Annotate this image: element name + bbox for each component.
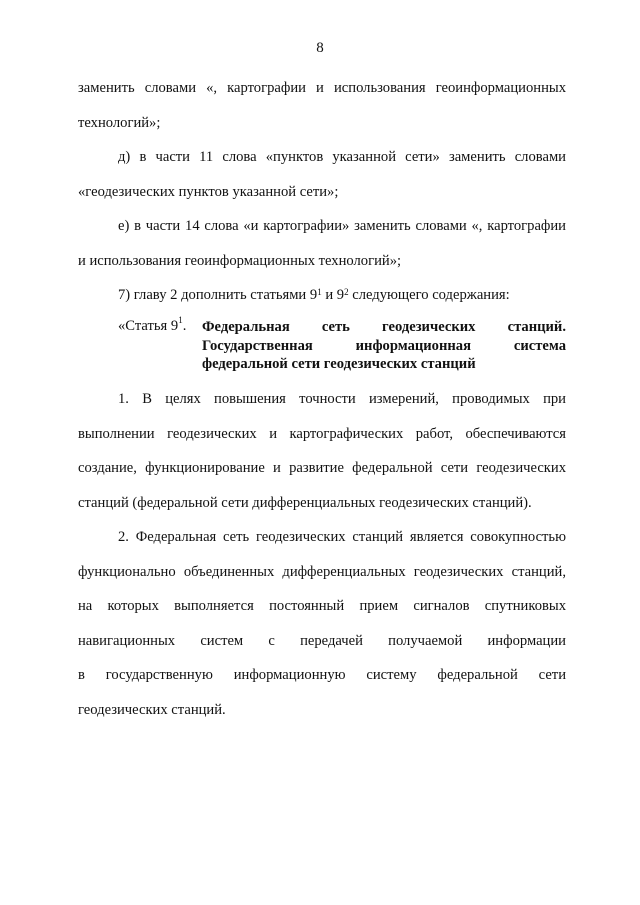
paragraph-replace-words	[78, 71, 566, 140]
text-line: е) в части 14 слова «и картографии» заменить словами «, картографии	[118, 218, 566, 234]
text-line: 2. Федеральная сеть геодезических станций является совокупностью	[118, 529, 566, 545]
paragraph-item-7	[78, 278, 566, 313]
text-line: 7) главу 2 дополнить статьями $9^1$ и $9^2$ следующего содержания:	[118, 287, 510, 303]
text-line: заменить словами «, картографии и использования геоинформационных	[78, 80, 566, 96]
text-line: в государственную информационную систему федеральной сети	[78, 667, 566, 683]
paragraph-article-part-1	[78, 382, 566, 520]
text-line: станций (федеральной сети дифференциальных геодезических станций).	[78, 494, 532, 511]
text-line: на которых выполняется постоянный прием сигналов спутниковых	[78, 598, 566, 614]
text-line: функционально объединенных дифференциальных геодезических станций,	[78, 563, 566, 580]
paragraph-item-e	[78, 209, 566, 278]
text-line: и использования геоинформационных технологий»;	[78, 252, 402, 269]
article-title	[202, 318, 566, 374]
paragraph-article-part-2	[78, 520, 566, 727]
article-title-line: Государственная информационная система	[202, 337, 566, 354]
text-line: технологий»;	[78, 114, 161, 131]
text-line: создание, функционирование и развитие федеральной сети геодезических	[78, 460, 566, 476]
text-line: 1. В целях повышения точности измерений, проводимых при	[118, 391, 566, 407]
text-line: выполнении геодезических и картографических работ, обеспечиваются	[78, 425, 566, 442]
article-label: «Статья $9^1$.	[118, 315, 187, 334]
paragraph-item-d	[78, 140, 566, 209]
text-line: д) в части 11 слова «пунктов указанной сети» заменить словами	[118, 149, 566, 165]
page-number: 8	[316, 40, 324, 56]
text-line: навигационных систем с передачей получаемой информации	[78, 632, 566, 649]
text-line: геодезических станций.	[78, 701, 226, 718]
article-title-line: федеральной сети геодезических станций	[202, 356, 476, 372]
text-line: «геодезических пунктов указанной сети»;	[78, 183, 339, 200]
article-title-line: Федеральная сеть геодезических станций.	[202, 319, 566, 335]
